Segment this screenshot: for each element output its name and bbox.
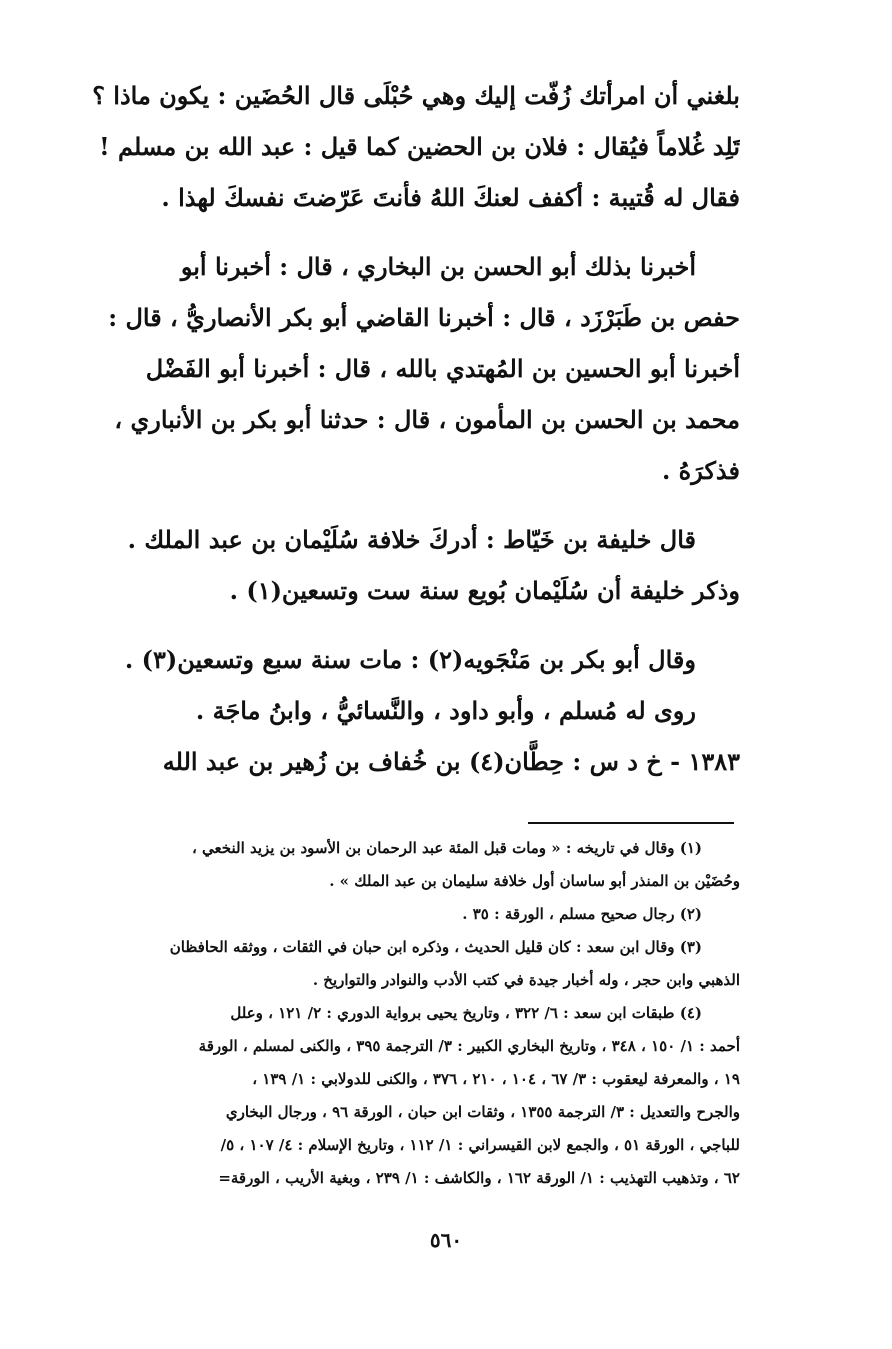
footnote-line: ١٩ ، والمعرفة ليعقوب : ٣/ ٦٧ ، ١٠٤ ، ٢١٠ ، ٣٧٦ ، والكنى للدولابي : ١/ ١٣٩ ،	[252, 1070, 740, 1088]
text-line: وقال أبو بكر بن مَنْجَويه(٢) : مات سنة سبع وتسعين(٣) .	[124, 645, 696, 674]
footnote-line: (٣) وقال ابن سعد : كان قليل الحديث ، وذكره ابن حبان في الثقات ، ووثقه الحافظان	[169, 938, 702, 956]
text-line: أخبرنا بذلك أبو الحسن بن البخاري ، قال : أخبرنا أبو	[180, 252, 696, 281]
paragraph	[48, 70, 740, 223]
text-line: قال خليفة بن خَيّاط : أدركَ خلافة سُلَيْمان بن عبد الملك .	[127, 525, 696, 554]
entry-heading: ١٣٨٣ - خ د س : حِطَّان(٤) بن خُفاف بن زُهير بن عبد الله	[162, 747, 740, 776]
footnote-line: أحمد : ١/ ١٥٠ ، ٣٤٨ ، وتاريخ البخاري الكبير : ٣/ الترجمة ٣٩٥ ، والكنى لمسلم ، الورقة	[198, 1037, 740, 1055]
footnote-divider	[528, 822, 734, 824]
text-line: روى له مُسلم ، وأبو داود ، والنَّسائيُّ ، وابنُ ماجَة .	[195, 696, 696, 725]
footnote-line: (١) وقال في تاريخه : « ومات قبل المئة عبد الرحمان بن الأسود بن يزيد النخعي ،	[191, 839, 702, 857]
paragraph	[48, 241, 740, 496]
page-number: ٥٦٠	[429, 1228, 463, 1252]
text-line: محمد بن الحسن بن المأمون ، قال : حدثنا أبو بكر بن الأنباري ،	[114, 405, 740, 434]
main-text	[48, 70, 740, 787]
text-line: حفص بن طَبَرْزَد ، قال : أخبرنا القاضي أبو بكر الأنصاريُّ ، قال :	[108, 303, 740, 332]
text-line: فذكرَهُ .	[661, 456, 740, 485]
footnote-line: الذهبي وابن حجر ، وله أخبار جيدة في كتب الأدب والنوادر والتواريخ .	[312, 971, 740, 989]
footnote-line: (٤) طبقات ابن سعد : ٦/ ٣٢٢ ، وتاريخ يحيى برواية الدوري : ٢/ ١٢١ ، وعلل	[230, 1004, 702, 1022]
paragraph	[48, 514, 740, 616]
paragraph	[48, 634, 740, 685]
text-line: أخبرنا أبو الحسين بن المُهتدي بالله ، قال : أخبرنا أبو الفَضْل	[145, 354, 740, 383]
text-line: وذكر خليفة أن سُلَيْمان بُويع سنة ست وتسعين(١) .	[229, 576, 740, 605]
text-line: فقال له قُتيبة : أكفف لعنكَ اللهُ فأنتَ عَرّضتَ نفسكَ لهذا .	[161, 183, 740, 212]
footnotes	[48, 832, 740, 1195]
paragraph	[48, 685, 740, 736]
footnote-line: ٦٢ ، وتذهيب التهذيب : ١/ الورقة ١٦٢ ، والكاشف : ١/ ٢٣٩ ، وبغية الأريب ، الورقة=	[218, 1169, 740, 1187]
footnote-line: للباجي ، الورقة ٥١ ، والجمع لابن القيسراني : ١/ ١١٢ ، وتاريخ الإسلام : ٤/ ١٠٧ ، ٥/	[220, 1136, 740, 1154]
footnote-line: وحُضَيْن بن المنذر أبو ساسان أول خلافة سليمان بن عبد الملك » .	[329, 872, 740, 890]
paragraph	[48, 736, 740, 787]
footnote-line: والجرح والتعديل : ٣/ الترجمة ١٣٥٥ ، وثقات ابن حبان ، الورقة ٩٦ ، ورجال البخاري	[225, 1103, 740, 1121]
text-line: تَلِد غُلاماً فيُقال : فلان بن الحضين كما قيل : عبد الله بن مسلم !	[99, 132, 740, 161]
footnote-line: (٢) رجال صحيح مسلم ، الورقة : ٣٥ .	[462, 905, 702, 923]
text-line: بلغني أن امرأتك زُفّت إليك وهي حُبْلَى قال الحُضَين : يكون ماذا ؟	[92, 81, 740, 110]
